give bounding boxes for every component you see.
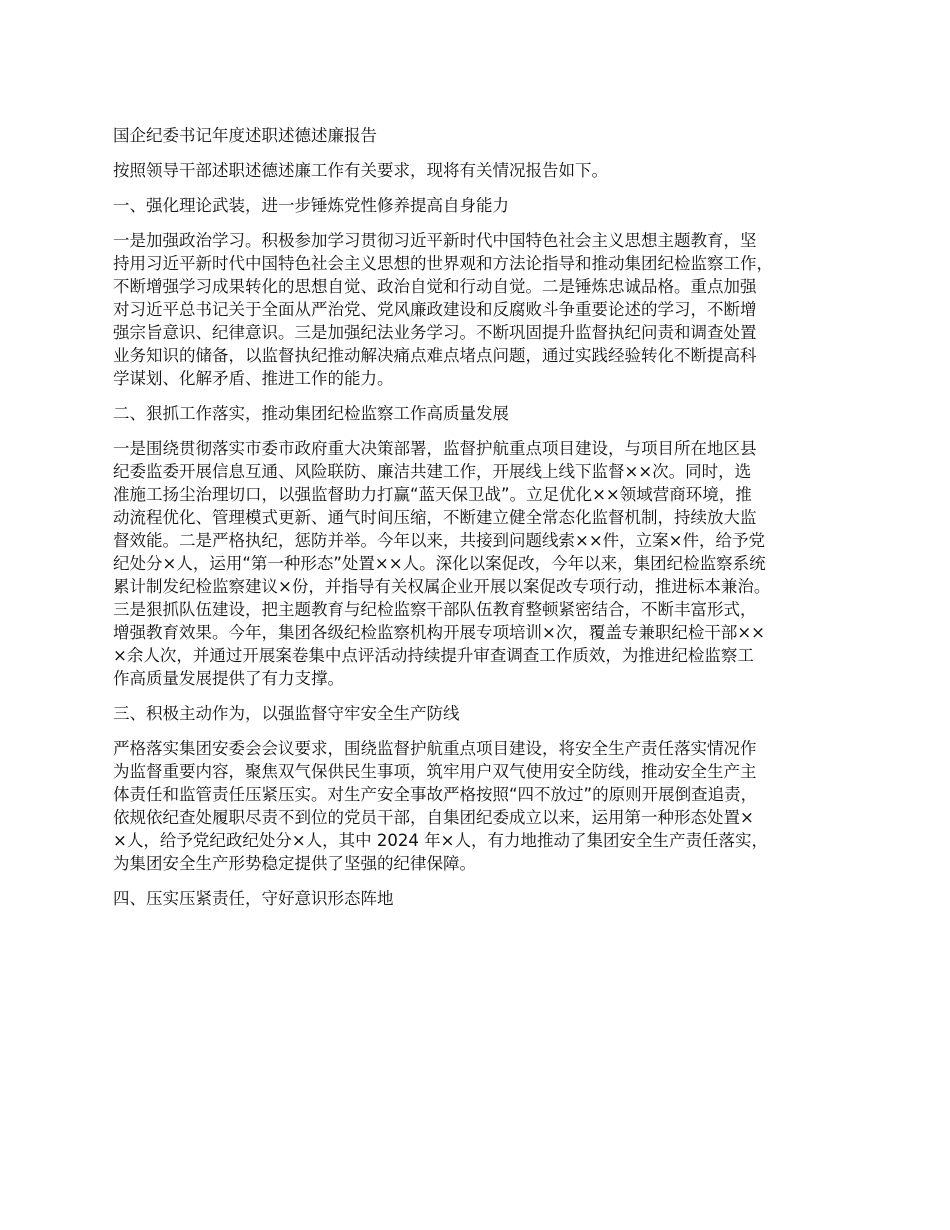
paragraph-line: 准施工扬尘治理切口，以强监督助力打赢“蓝天保卫战”。立足优化××领域营商环境，推 (113, 485, 752, 504)
document-page (113, 124, 858, 922)
section-1-heading: 一、强化理论武装，进一步锤炼党性修养提高自身能力 (113, 196, 509, 215)
intro-paragraph: 按照领导干部述职述德述廉工作有关要求，现将有关情况报告如下。 (113, 161, 608, 180)
paragraph-line: 纪委监委开展信息互通、风险联防、廉洁共建工作，开展线上线下监督××次。同时，选 (113, 462, 752, 481)
paragraph-line: 严格落实集团安委会会议要求，围绕监督护航重点项目建设，将安全生产责任落实情况作 (113, 739, 757, 758)
section-3-heading: 三、积极主动作为，以强监督守牢安全生产防线 (113, 704, 460, 723)
paragraph-line: 一是围绕贯彻落实市委市政府重大决策部署，监督护航重点项目建设，与项目所在地区县 (113, 439, 757, 458)
section-2-heading: 二、狠抓工作落实，推动集团纪检监察工作高质量发展 (113, 404, 509, 423)
paragraph-line: 学谋划、化解矛盾、推进工作的能力。 (113, 369, 394, 388)
paragraph-line: 不断增强学习成果转化的思想自觉、政治自觉和行动自觉。二是锤炼忠诚品格。重点加强 (113, 277, 757, 296)
paragraph-line: 业务知识的储备，以监督执纪推动解决痛点难点堵点问题，通过实践经验转化不断提高科 (113, 346, 757, 365)
paragraph-line: 体责任和监管责任压紧压实。对生产安全事故严格按照“四不放过”的原则开展倒查追责， (113, 785, 758, 804)
paragraph-line: 作高质量发展提供了有力支撑。 (113, 669, 344, 688)
section-4-heading: 四、压实压紧责任，守好意识形态阵地 (113, 889, 394, 908)
paragraph-line: ×人，给予党纪政纪处分×人，其中 2024 年×人，有力地推动了集团安全生产责任落实， (113, 831, 768, 850)
section-3-paragraph (113, 737, 858, 875)
paragraph-line: 督效能。二是严格执纪，惩防并举。今年以来，共接到问题线索××件，立案×件，给予党 (113, 531, 765, 550)
paragraph-line: 累计制发纪检监察建议×份，并指导有关权属企业开展以案促改专项行动，推进标本兼治。 (113, 577, 771, 596)
paragraph-line: 持用习近平新时代中国特色社会主义思想的世界观和方法论指导和推动集团纪检监察工作， (113, 254, 773, 273)
paragraph-line: 一是加强政治学习。积极参加学习贯彻习近平新时代中国特色社会主义思想主题教育，坚 (113, 231, 757, 250)
paragraph-line: 依规依纪查处履职尽责不到位的党员干部，自集团纪委成立以来，运用第一种形态处置× (113, 808, 754, 827)
paragraph-line: 增强教育效果。今年，集团各级纪检监察机构开展专项培训×次，覆盖专兼职纪检干部×× (113, 623, 765, 642)
paragraph-line: 三是狠抓队伍建设，把主题教育与纪检监察干部队伍教育整顿紧密结合，不断丰富形式， (113, 600, 757, 619)
paragraph-line: ×余人次，并通过开展案卷集中点评活动持续提升审查调查工作质效，为推进纪检监察工 (113, 646, 754, 665)
section-1-paragraph (113, 229, 858, 390)
paragraph-line: 为监督重要内容，聚焦双气保供民生事项，筑牢用户双气使用安全防线，推动安全生产主 (113, 762, 757, 781)
paragraph-line: 对习近平总书记关于全面从严治党、党风廉政建设和反腐败斗争重要论述的学习，不断增 (113, 300, 757, 319)
paragraph-line: 动流程优化、管理模式更新、通气时间压缩，不断建立健全常态化监督机制，持续放大监 (113, 508, 757, 527)
paragraph-line: 纪处分×人，运用“第一种形态”处置××人。深化以案促改，今年以来，集团纪检监察系统 (113, 554, 766, 573)
paragraph-line: 为集团安全生产形势稳定提供了坚强的纪律保障。 (113, 854, 476, 873)
section-2-paragraph (113, 437, 858, 690)
paragraph-line: 强宗旨意识、纪律意识。三是加强纪法业务学习。不断巩固提升监督执纪问责和调查处置 (113, 323, 757, 342)
document-title: 国企纪委书记年度述职述德述廉报告 (113, 126, 377, 145)
